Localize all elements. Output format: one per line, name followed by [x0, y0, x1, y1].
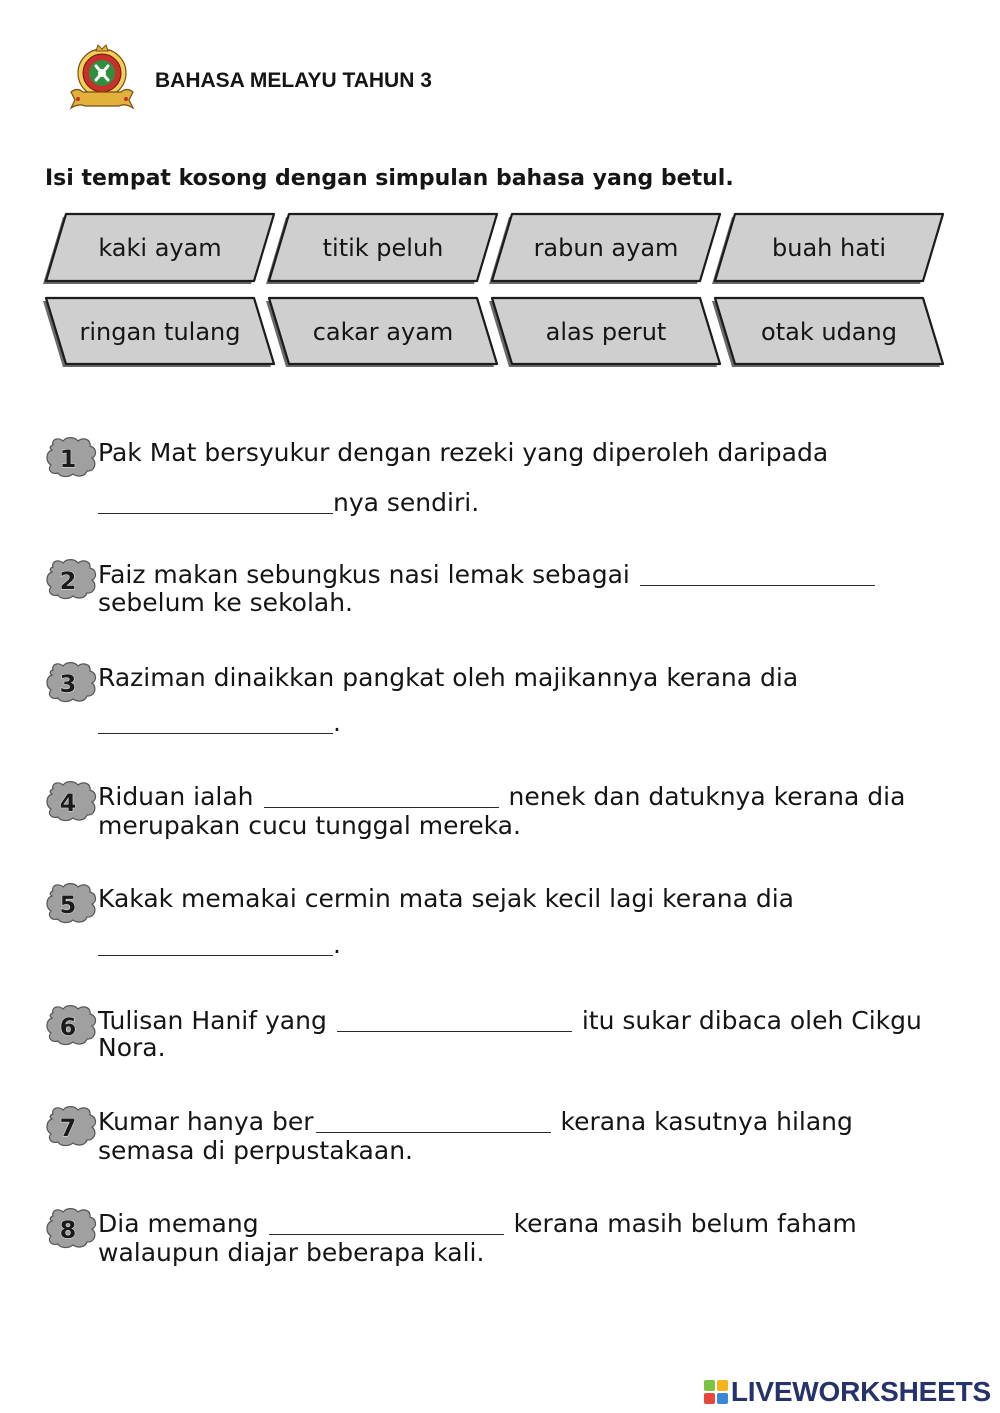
question-line	[98, 1238, 484, 1268]
word-label: rabun ayam	[533, 234, 679, 262]
question-line	[98, 1006, 922, 1036]
question-text: sebelum ke sekolah.	[98, 588, 354, 617]
liveworksheets-watermark	[704, 1376, 991, 1408]
question-text: kerana masih belum faham	[513, 1209, 857, 1238]
question-text: walaupun diajar beberapa kali.	[98, 1238, 485, 1267]
question-number: 7	[59, 1114, 77, 1142]
question-1	[0, 438, 1000, 518]
question-number: 4	[59, 789, 77, 817]
school-crest-icon	[69, 42, 135, 114]
question-line	[98, 708, 341, 738]
question-2	[0, 560, 1000, 640]
instruction-text: Isi tempat kosong dengan simpulan bahasa yang betul.	[45, 166, 734, 191]
question-number: 3	[59, 670, 77, 698]
answer-blank-5[interactable]	[98, 937, 333, 956]
word-box-4	[712, 214, 943, 284]
question-number: 1	[59, 445, 77, 473]
question-number: 6	[59, 1013, 77, 1041]
question-text: itu sukar dibaca oleh Cikgu	[581, 1006, 922, 1035]
question-number-badge	[44, 558, 98, 600]
question-line	[98, 1033, 166, 1063]
question-number: 8	[59, 1216, 77, 1244]
answer-blank-1[interactable]	[98, 495, 333, 514]
answer-blank-8[interactable]	[269, 1216, 504, 1235]
question-text: .	[333, 708, 341, 737]
question-5	[0, 884, 1000, 964]
word-label: ringan tulang	[79, 318, 241, 346]
question-7	[0, 1107, 1000, 1187]
answer-blank-4[interactable]	[264, 789, 499, 808]
question-line	[98, 663, 798, 693]
word-label: alas perut	[545, 318, 667, 346]
question-line	[98, 560, 885, 590]
logo-square	[717, 1393, 728, 1404]
question-4	[0, 782, 1000, 862]
answer-blank-6[interactable]	[337, 1013, 572, 1032]
question-text: semasa di perpustakaan.	[98, 1136, 413, 1165]
answer-blank-2[interactable]	[640, 567, 875, 586]
question-6	[0, 1006, 1000, 1086]
question-line	[98, 811, 521, 841]
question-line	[98, 438, 828, 468]
question-text: Kakak memakai cermin mata sejak kecil lagi kerana dia	[98, 884, 794, 913]
answer-blank-7[interactable]	[316, 1114, 551, 1133]
question-line	[98, 1136, 413, 1166]
question-text: Pak Mat bersyukur dengan rezeki yang diperoleh daripada	[98, 438, 829, 467]
question-3	[0, 663, 1000, 743]
logo-square	[704, 1380, 715, 1391]
question-line	[98, 1107, 853, 1137]
answer-blank-3[interactable]	[98, 715, 333, 734]
question-text: Nora.	[98, 1033, 166, 1062]
word-box-2	[266, 214, 497, 284]
question-text: Dia memang	[98, 1209, 259, 1238]
liveworksheets-logo-icon	[704, 1380, 728, 1404]
word-label: cakar ayam	[312, 318, 454, 346]
question-text: Kumar hanya ber	[98, 1107, 314, 1136]
liveworksheets-wordmark: LIVEWORKSHEETS	[730, 1376, 991, 1407]
question-line	[98, 884, 794, 914]
word-bank	[0, 200, 1000, 380]
question-text: Raziman dinaikkan pangkat oleh majikannya kerana dia	[98, 663, 799, 692]
logo-square	[704, 1393, 715, 1404]
question-text: merupakan cucu tunggal mereka.	[98, 811, 521, 840]
question-line	[98, 782, 905, 812]
question-line	[98, 930, 341, 960]
word-box-3	[489, 214, 720, 284]
question-text: .	[333, 930, 341, 959]
word-box-6	[266, 298, 497, 367]
page-title: BAHASA MELAYU TAHUN 3	[155, 69, 432, 92]
question-line	[98, 588, 353, 618]
question-number: 5	[59, 891, 77, 919]
word-label: buah hati	[772, 234, 886, 262]
word-box-1	[43, 214, 274, 284]
question-number-badge	[44, 661, 98, 703]
question-number-badge	[44, 1004, 98, 1046]
word-label: kaki ayam	[98, 234, 222, 262]
question-text: Faiz makan sebungkus nasi lemak sebagai	[98, 560, 630, 589]
question-line	[98, 488, 479, 518]
question-8	[0, 1209, 1000, 1289]
word-box-8	[712, 298, 943, 367]
word-label: otak udang	[761, 318, 897, 346]
word-box-5	[43, 298, 274, 367]
question-number-badge	[44, 1105, 98, 1147]
logo-square	[717, 1380, 728, 1391]
question-text: Tulisan Hanif yang	[98, 1006, 327, 1035]
question-text: nya sendiri.	[333, 488, 480, 517]
question-text: Riduan ialah	[98, 782, 254, 811]
question-number-badge	[44, 1207, 98, 1249]
question-number-badge	[44, 780, 98, 822]
word-box-7	[489, 298, 720, 367]
question-line	[98, 1209, 857, 1239]
question-number: 2	[59, 567, 77, 595]
question-text: nenek dan datuknya kerana dia	[508, 782, 906, 811]
question-text: kerana kasutnya hilang	[560, 1107, 853, 1136]
word-label: titik peluh	[322, 234, 444, 262]
question-number-badge	[44, 882, 98, 924]
question-number-badge	[44, 436, 98, 478]
